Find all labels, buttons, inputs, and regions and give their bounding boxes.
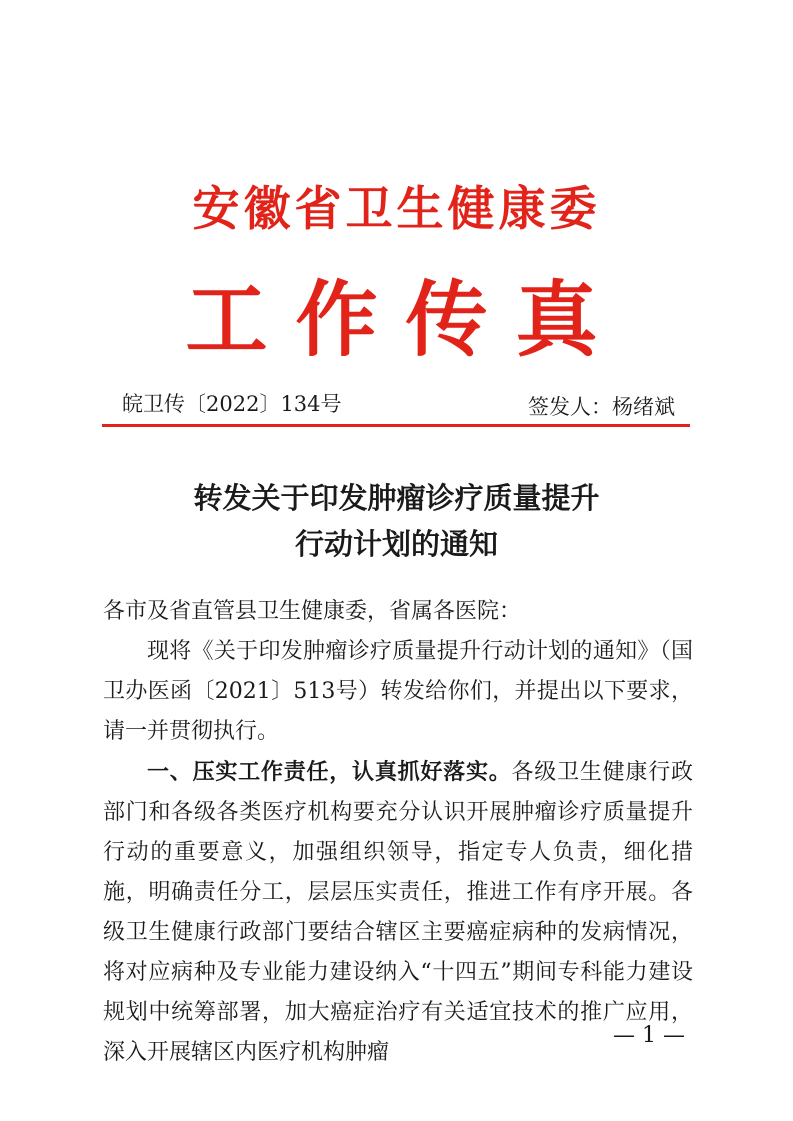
paragraph-1: 现将《关于印发肿瘤诊疗质量提升行动计划的通知》（国卫办医函〔2021〕513号）转发给你们，并提出以下要求，请一并贯彻执行。 [103, 639, 693, 744]
paragraph-2-text: 各级卫生健康行政部门和各级各类医疗机构要充分认识开展肿瘤诊疗质量提升行动的重要意义，加强组织领导，指定专人负责，细化措施，明确责任分工，层层压实责任，推进工作有序开展。各级卫生健康行政部门要结合辖区主要癌症病种的发病情况，将对应病种及专业能力建设纳入“十四五”期间专科能力建设规划中统筹部署，加大癌症治疗有关适宜技术的推广应用，深入开展辖区内医疗机构肿瘤 [103, 760, 693, 1065]
document-type-title: 工作传真 [185, 272, 626, 368]
notice-title-line-2: 行动计划的通知 [294, 527, 498, 561]
paragraph-2 [103, 752, 693, 1073]
notice-title-line-1: 转发关于印发肿瘤诊疗质量提升 [193, 481, 600, 515]
page-number: — 1 — [613, 1023, 685, 1048]
document-number: 皖卫传〔2022〕134号 [122, 392, 342, 416]
document-body [103, 592, 693, 1073]
paragraph-2-heading: 一、压实工作责任，认真抓好落实。 [147, 759, 512, 785]
issuing-organization-title: 安徽省卫生健康委 [192, 182, 601, 237]
salutation: 各市及省直管县卫生健康委，省属各医院： [103, 599, 522, 624]
red-divider-line [102, 424, 690, 427]
notice-title [0, 475, 793, 567]
issuer-signature: 签发人：杨绪斌 [528, 395, 675, 419]
